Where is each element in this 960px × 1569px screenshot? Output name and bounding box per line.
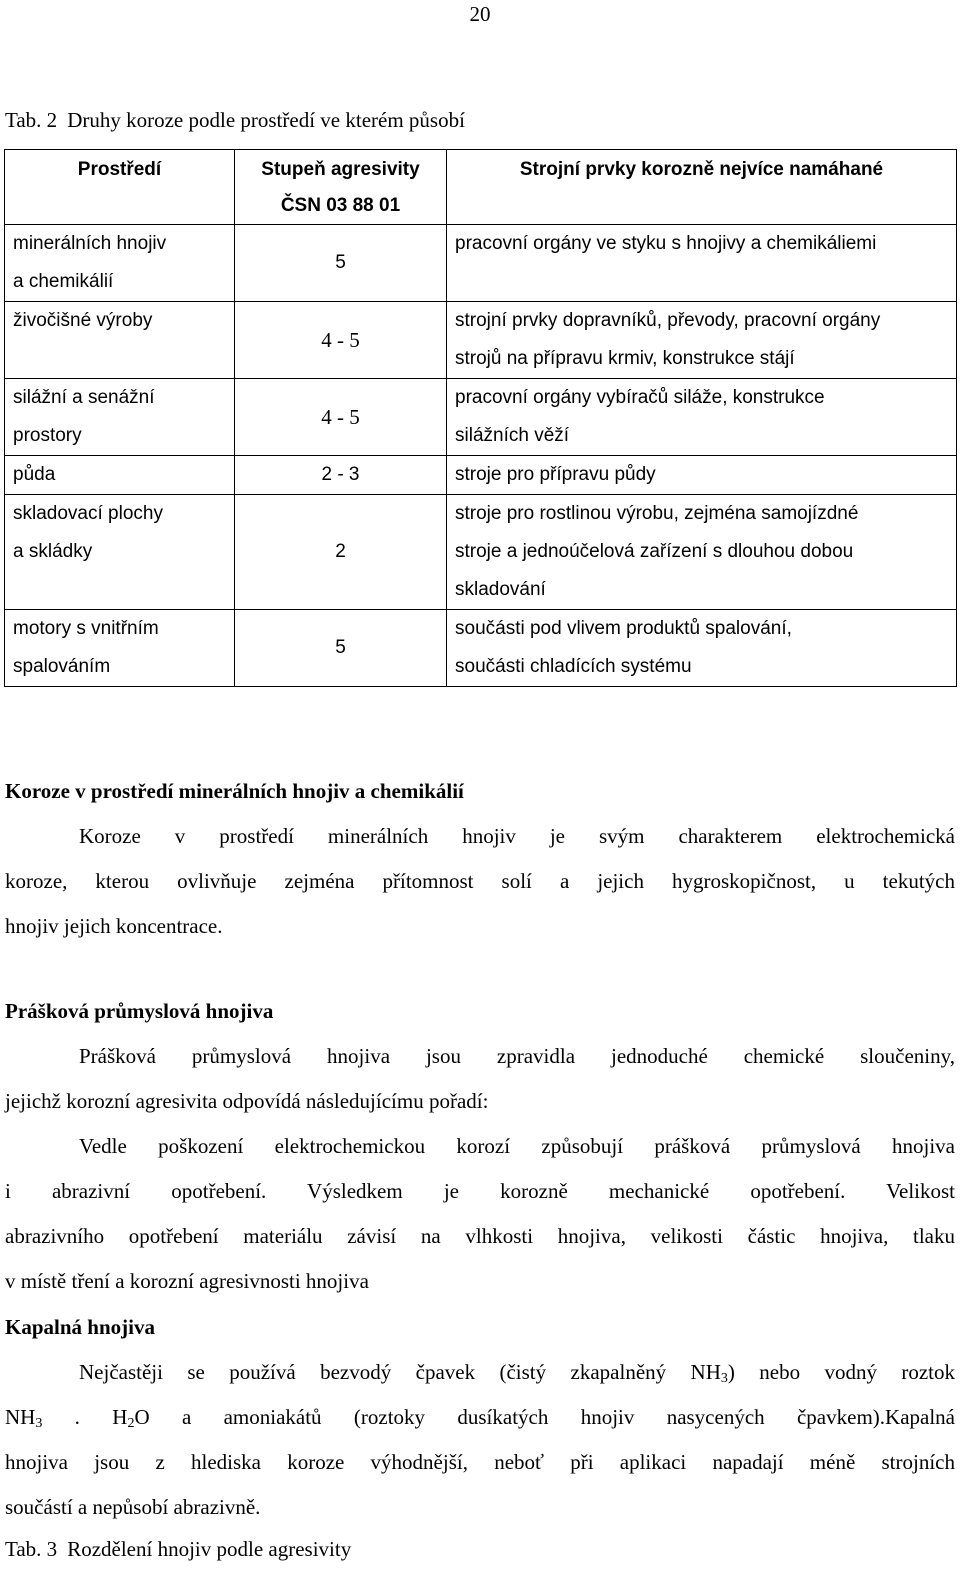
paragraph-line: Koroze v prostředí minerálních hnojiv je svým charakterem elektrochemická — [79, 824, 955, 848]
paragraph-line: v místě tření a korozní agresivnosti hnojiva — [5, 1269, 369, 1293]
table-row — [5, 495, 957, 610]
paragraph-line: součástí a nepůsobí abrazivně. — [5, 1495, 261, 1519]
table-row — [5, 456, 957, 495]
paragraph-line: abrazivního opotřebení materiálu závisí na vlhkosti hnojiva, velikosti částic hnojiva, tlaku — [5, 1224, 955, 1248]
env-cell: živočišné výroby — [5, 302, 235, 379]
header-machine-parts: Strojní prvky korozně nejvíce namáhané — [447, 150, 957, 225]
table-3-title: Rozdělení hnojiv podle agresivity — [67, 1537, 352, 1561]
parts-cell: pracovní orgány vybíračů siláže, konstrukce silážních věží — [447, 379, 957, 456]
table-3-label: Tab. 3 — [5, 1537, 58, 1561]
section-heading: Koroze v prostředí minerálních hnojiv a chemikálií — [5, 779, 464, 803]
paragraph-line: Vedle poškození elektrochemickou korozí způsobují prášková průmyslová hnojiva — [79, 1134, 955, 1158]
table-header-row — [5, 150, 957, 225]
paragraph-line: jejichž korozní agresivita odpovídá následujícímu pořadí: — [5, 1089, 489, 1113]
parts-cell: pracovní orgány ve styku s hnojivy a chemikáliemi — [447, 225, 957, 302]
paragraph-line: $NH_3$ . $H_2O$ a amoniakátů (roztoky dusíkatých hnojiv nasycených čpavkem).Kapalná — [5, 1405, 955, 1431]
parts-cell: strojní prvky dopravníků, převody, pracovní orgány strojů na přípravu krmiv, konstrukce stájí — [447, 302, 957, 379]
table-row — [5, 302, 957, 379]
paragraph-line: Prášková průmyslová hnojiva jsou zpravidla jednoduché chemické sloučeniny, — [79, 1044, 955, 1068]
grade-cell: 4 - 5 — [235, 379, 447, 456]
env-cell: skladovací plochy a skládky — [5, 495, 235, 610]
section-heading: Prášková průmyslová hnojiva — [5, 999, 274, 1023]
table-2-title: Druhy koroze podle prostředí ve kterém působí — [67, 108, 465, 132]
header-environment: Prostředí — [5, 150, 235, 225]
table-row — [5, 379, 957, 456]
table-3-caption — [5, 1537, 351, 1562]
table-2-caption — [5, 108, 465, 133]
paragraph-line: hnojiva jsou z hlediska koroze výhodnější, neboť při aplikaci napadají méně strojních — [5, 1450, 955, 1474]
grade-cell: 5 — [235, 225, 447, 302]
parts-cell: stroje pro přípravu půdy — [447, 456, 957, 495]
grade-cell: 4 - 5 — [235, 302, 447, 379]
section-powder-fertilizers — [5, 989, 955, 1304]
env-cell: silážní a senážní prostory — [5, 379, 235, 456]
grade-cell: 2 - 3 — [235, 456, 447, 495]
table-2-label: Tab. 2 — [5, 108, 58, 132]
grade-cell: 2 — [235, 495, 447, 610]
paragraph-line: koroze, kterou ovlivňuje zejména přítomnost solí a jejich hygroskopičnost, u tekutých — [5, 869, 955, 893]
env-cell: minerálních hnojiv a chemikálií — [5, 225, 235, 302]
section-liquid-fertilizers — [5, 1305, 955, 1530]
table-row — [5, 610, 957, 687]
paragraph-line: Nejčastěji se používá bezvodý čpavek (čistý zkapalněný $NH_3$) nebo vodný roztok — [79, 1360, 956, 1386]
header-aggressivity: Stupeň agresivity ČSN 03 88 01 — [235, 150, 447, 225]
section-heading: Kapalná hnojiva — [5, 1315, 155, 1339]
table-row — [5, 225, 957, 302]
page-number: 20 — [469, 2, 491, 26]
parts-cell: stroje pro rostlinou výrobu, zejména samojízdné stroje a jednoúčelová zařízení s dlouhou dobou skladování — [447, 495, 957, 610]
env-cell: půda — [5, 456, 235, 495]
grade-cell: 5 — [235, 610, 447, 687]
paragraph-line: i abrazivní opotřebení. Výsledkem je korozně mechanické opotřebení. Velikost — [5, 1179, 955, 1203]
parts-cell: součásti pod vlivem produktů spalování, součásti chladících systému — [447, 610, 957, 687]
corrosion-environment-table — [4, 149, 957, 687]
section-mineral-fertilizers — [5, 769, 955, 949]
paragraph-line: hnojiv jejich koncentrace. — [5, 914, 223, 938]
env-cell: motory s vnitřním spalováním — [5, 610, 235, 687]
